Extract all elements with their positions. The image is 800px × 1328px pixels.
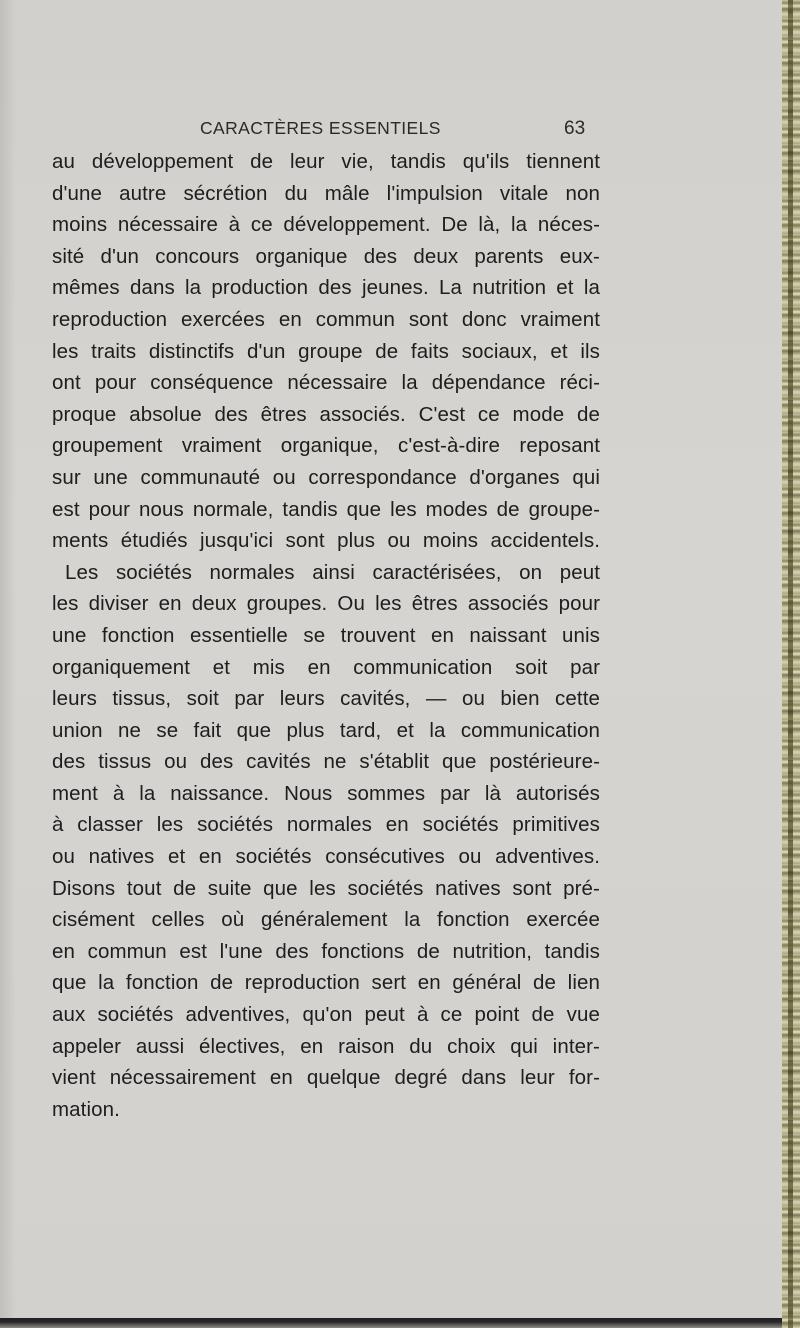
text-line: ou natives et en sociétés consécutives ou adventives. bbox=[52, 845, 600, 869]
page-gutter-shadow bbox=[0, 0, 16, 1318]
text-line: au développement de leur vie, tandis qu'ils tiennent bbox=[52, 150, 600, 173]
text-line: sité d'un concours organique des deux parents eux- bbox=[52, 244, 600, 268]
text-line-last: mation. bbox=[52, 1097, 120, 1121]
text-line: sur une communauté ou correspondance d'organes qui bbox=[52, 465, 600, 489]
text-line: Disons tout de suite que les sociétés natives sont pré- bbox=[52, 876, 600, 900]
text-line-paragraph-start: Les sociétés normales ainsi caractérisées, on peut bbox=[65, 560, 600, 584]
text-line: des tissus ou des cavités ne s'établit que postérieure- bbox=[52, 750, 600, 774]
text-line: leurs tissus, soit par leurs cavités, — ou bien cette bbox=[52, 687, 600, 711]
text-line: les diviser en deux groupes. Ou les êtres associés pour bbox=[52, 592, 600, 616]
book-binding-edge bbox=[782, 0, 800, 1328]
text-line: appeler aussi électives, en raison du choix qui inter- bbox=[52, 1034, 600, 1058]
text-line: à classer les sociétés normales en sociétés primitives bbox=[52, 813, 600, 837]
text-line: ment à la naissance. Nous sommes par là autorisés bbox=[52, 781, 600, 805]
text-line: mêmes dans la production des jeunes. La nutrition et la bbox=[52, 276, 600, 300]
text-line: les traits distinctifs d'un groupe de faits sociaux, et ils bbox=[52, 339, 600, 363]
text-line: en commun est l'une des fonctions de nutrition, tandis bbox=[52, 939, 600, 963]
text-line: une fonction essentielle se trouvent en naissant unis bbox=[52, 623, 600, 647]
text-line: vient nécessairement en quelque degré dans leur for- bbox=[52, 1066, 600, 1090]
running-head: CARACTÈRES ESSENTIELS bbox=[200, 118, 441, 138]
page-header bbox=[0, 118, 782, 144]
text-line: proque absolue des êtres associés. C'est ce mode de bbox=[52, 402, 600, 426]
text-line: moins nécessaire à ce développement. De là, la néces- bbox=[52, 213, 600, 237]
text-line: organiquement et mis en communication soit par bbox=[52, 655, 600, 679]
page-number: 63 bbox=[564, 118, 586, 139]
text-line: d'une autre sécrétion du mâle l'impulsion vitale non bbox=[52, 181, 600, 205]
text-line: ont pour conséquence nécessaire la dépendance réci- bbox=[52, 371, 600, 395]
text-line: que la fonction de reproduction sert en général de lien bbox=[52, 971, 600, 995]
text-line: union ne se fait que plus tard, et la communication bbox=[52, 718, 600, 742]
page-bottom-edge bbox=[0, 1318, 782, 1328]
text-line: est pour nous normale, tandis que les modes de groupe- bbox=[52, 497, 600, 521]
text-line: aux sociétés adventives, qu'on peut à ce point de vue bbox=[52, 1003, 600, 1027]
body-text bbox=[52, 146, 600, 1125]
text-line: ments étudiés jusqu'ici sont plus ou moins accidentels. bbox=[52, 529, 600, 553]
text-line: reproduction exercées en commun sont donc vraiment bbox=[52, 307, 600, 331]
text-line: cisément celles où généralement la fonction exercée bbox=[52, 908, 600, 932]
text-line: groupement vraiment organique, c'est-à-dire reposant bbox=[52, 434, 600, 458]
